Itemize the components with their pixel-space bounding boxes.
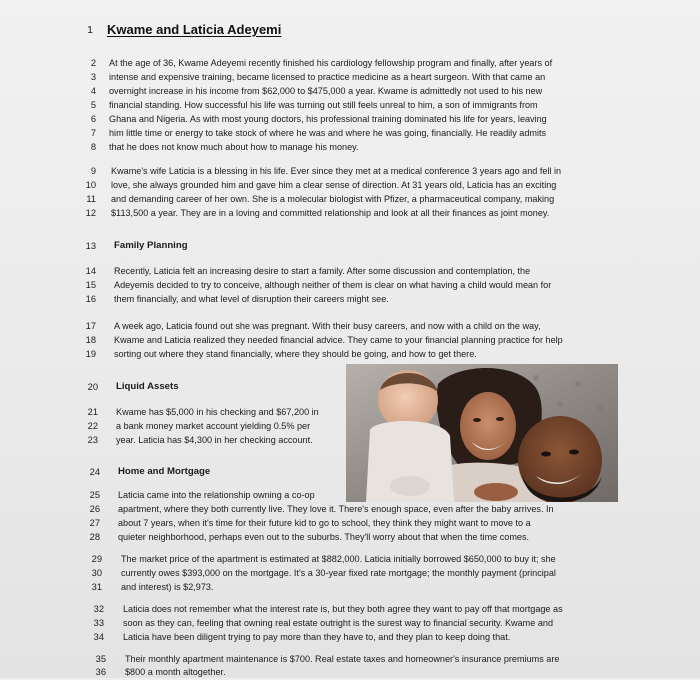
line-number: 6: [90, 114, 96, 124]
line-number: 1: [87, 24, 93, 36]
line-text: Kwame and Laticia realized they needed financial advice. They came to your financial planning practice for help: [114, 335, 563, 345]
line-number: 18: [85, 335, 96, 345]
line-text: a bank money market account yielding 0.5% per: [116, 421, 311, 431]
line-text: quieter neighborhood, perhaps even out to the suburbs. They'll worry about that when the time comes.: [118, 532, 530, 542]
line-text: Recently, Laticia felt an increasing desire to start a family. After some discussion and contemplation, the: [114, 266, 531, 276]
section-heading-family-planning: Family Planning: [114, 240, 188, 251]
line-number: 26: [89, 504, 100, 514]
line-34: [0, 629, 700, 645]
line-text: At the age of 36, Kwame Adeyemi recently finished his cardiology fellowship program and finally, after years of: [109, 58, 553, 68]
line-text: A week ago, Laticia found out she was pregnant. With their busy careers, and now with a child on the way,: [114, 321, 541, 331]
line-number: 24: [89, 467, 100, 477]
line-number: 30: [91, 568, 102, 578]
line-number: 10: [85, 180, 96, 190]
line-number: 3: [90, 72, 96, 82]
line-text: that he does not know much about how to manage his money.: [109, 142, 359, 152]
document-title: Kwame and Laticia Adeyemi: [107, 22, 282, 37]
line-20: [0, 379, 700, 395]
line-number: 7: [90, 128, 96, 138]
line-number: 21: [87, 407, 98, 417]
line-28: [0, 529, 700, 545]
line-text: Kwame's wife Laticia is a blessing in his life. Ever since they met at a medical conference 3 years ago and fell in: [111, 166, 562, 176]
line-number: 19: [85, 349, 96, 359]
line-text: The market price of the apartment is estimated at $882,000. Laticia initially borrowed $650,000 to buy it; she: [121, 554, 556, 564]
line-8: [0, 139, 700, 155]
line-text: Laticia came into the relationship owning a co-op: [118, 490, 315, 500]
line-number: 25: [89, 490, 100, 500]
line-number: 5: [90, 100, 96, 110]
line-number: 27: [89, 518, 100, 528]
line-number: 16: [85, 294, 96, 304]
line-19: [0, 346, 700, 362]
line-text: Adeyemis decided to try to conceive, although neither of them is clear on what having a child would mean for: [114, 280, 552, 290]
line-16: [0, 291, 700, 307]
line-number: 28: [89, 532, 100, 542]
line-number: 33: [93, 618, 104, 628]
section-heading-liquid-assets: Liquid Assets: [116, 381, 179, 392]
line-text: overnight increase in his income from $62,000 to $475,000 a year. Kwame is admittedly not used to his new: [109, 86, 543, 96]
line-text: financial standing. How successful his life was turning out still feels unreal to him, a son of immigrants from: [109, 100, 538, 110]
line-text: Ghana and Nigeria. As with most young doctors, his professional training dominated his life for years, leaving: [109, 114, 547, 124]
line-13: [0, 238, 700, 254]
line-text: sorting out where they stand financially, where they should be going, and how to get there.: [114, 349, 477, 359]
line-text: currently owes $393,000 on the mortgage. It's a 30-year fixed rate mortgage; the monthly payment (principal: [121, 568, 556, 578]
section-heading-home-and-mortgage: Home and Mortgage: [118, 466, 211, 477]
line-text: and interest) is $2,973.: [121, 582, 214, 592]
line-12: [0, 205, 700, 221]
line-number: 8: [90, 142, 96, 152]
line-text: Laticia does not remember what the interest rate is, but they both agree they want to pay off that mortgage as: [123, 604, 563, 614]
line-text: intense and expensive training, became licensed to practice medicine as a heart surgeon. With that came an: [109, 72, 546, 82]
line-text: Kwame has $5,000 in his checking and $67,200 in: [116, 407, 319, 417]
line-text: and demanding career of her own. She is a molecular biologist with Pfizer, a pharmaceutical company, making: [111, 194, 555, 204]
line-number: 9: [90, 166, 96, 176]
line-31: [0, 579, 700, 595]
line-text: him little time or energy to take stock of where he was and where he was going, financially. He readily admits: [109, 128, 547, 138]
line-number: 32: [93, 604, 104, 614]
line-text: Their monthly apartment maintenance is $700. Real estate taxes and homeowner's insurance premiums are: [125, 654, 560, 664]
line-number: 11: [86, 194, 96, 204]
line-23: [0, 432, 700, 448]
line-24: [0, 464, 700, 480]
line-text: year. Laticia has $4,300 in her checking account.: [116, 435, 313, 445]
line-number: 23: [87, 435, 98, 445]
line-number: 17: [85, 321, 96, 331]
line-number: 36: [95, 667, 106, 677]
line-number: 2: [90, 58, 96, 68]
line-number: 4: [90, 86, 96, 96]
line-text: $800 a month altogether.: [125, 667, 226, 677]
line-number: 13: [85, 241, 96, 251]
line-text: them financially, and what level of disruption their careers might see.: [114, 294, 389, 304]
line-number: 31: [91, 582, 102, 592]
line-text: $113,500 a year. They are in a loving and committed relationship and look at all their finances as joint money.: [111, 208, 550, 218]
line-number: 29: [91, 554, 102, 564]
line-text: Laticia have been diligent trying to pay more than they have to, and they plan to keep doing that.: [123, 632, 511, 642]
line-number: 12: [85, 208, 96, 218]
line-text: love, she always grounded him and gave him a clear sense of direction. At 31 years old, Laticia has an exciting: [111, 180, 557, 190]
line-number: 22: [87, 421, 98, 431]
line-number: 14: [85, 266, 96, 276]
line-number: 20: [87, 382, 98, 392]
line-text: apartment, where they both currently live. They love it. There's enough space, even after the baby arrives. In: [118, 504, 554, 514]
line-number: 15: [85, 280, 96, 290]
line-text: soon as they can, feeling that owning real estate outright is the surest way to financial security. Kwame and: [123, 618, 553, 628]
line-number: 34: [93, 632, 104, 642]
line-text: about 7 years, when it's time for their future kid to go to school, they think they might want to move to a: [118, 518, 531, 528]
line-number: 35: [95, 654, 106, 664]
line-1: [0, 22, 700, 38]
